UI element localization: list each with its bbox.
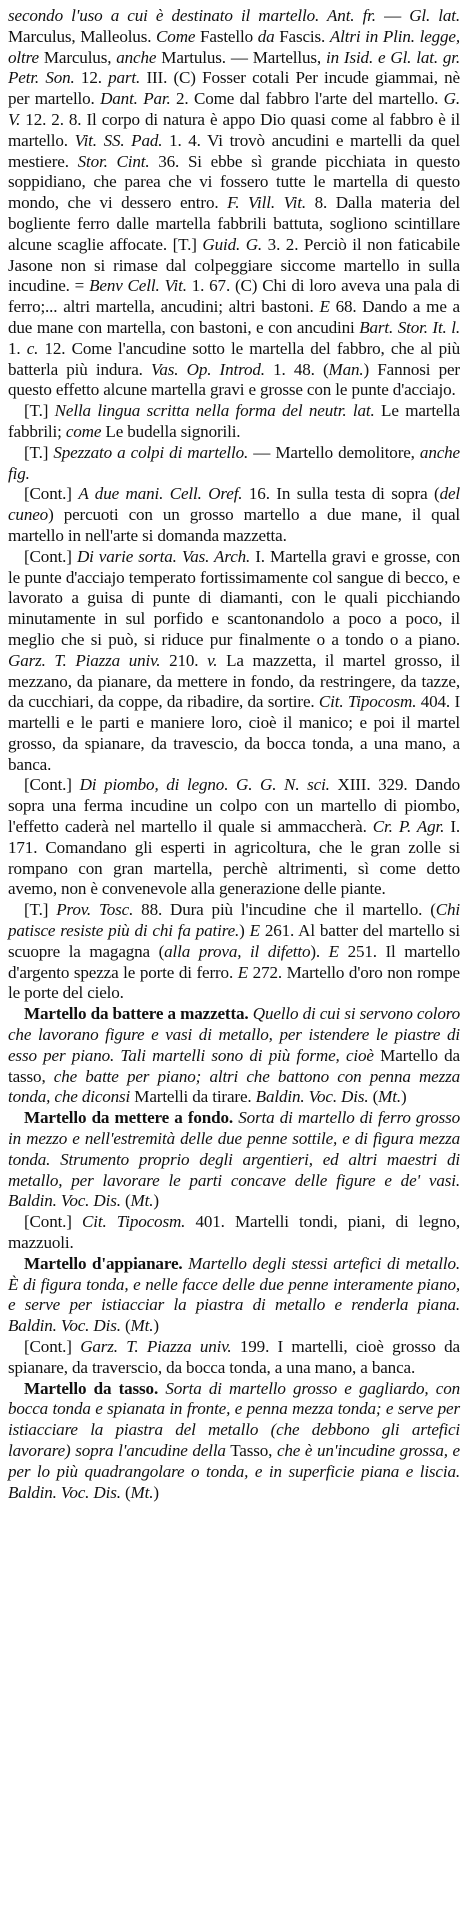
text-run: ( — [368, 1087, 379, 1107]
text-run: ) — [239, 921, 250, 941]
italic-text: Quello di cui si servono coloro che lavorano figure e vasi di metallo, per istendere le piastre di esso per piano. Tali martelli sono di più forme, cioè — [8, 1004, 461, 1065]
italic-text: anche fig. — [8, 442, 460, 483]
text-run: 3. 2. Perciò il non faticabile Jasone non si rimase dal colpeggiare siccome martello in sulla incudine. = — [8, 234, 460, 296]
text-run: 12. — [74, 68, 109, 88]
italic-text: Guid. G. — [202, 234, 263, 254]
italic-text: Di varie sorta. Vas. Arch. — [76, 546, 251, 566]
entry-paragraph — [8, 1004, 460, 1108]
text-run: [Cont.] — [24, 484, 79, 504]
entry-paragraph — [8, 401, 460, 443]
text-run: La mazzetta, il martel grosso, il mezzano, da pianare, da mettere in fondo, da restringere, da tazze, da cucchiari, da coppe, da ribadire, da sortire. — [8, 650, 460, 712]
text-run: Le budella signorili. — [101, 421, 241, 441]
italic-text: Mt. — [130, 1191, 154, 1211]
text-run: 36. Si ebbe sì grande picchiata in questo soppidiano, che parea che vi fossero tutte le martella di questo mondo, che vi dessero entro. — [8, 151, 460, 213]
text-run: 272. Martello d'oro non rompe le porte del cielo. — [8, 962, 460, 1003]
italic-text: alla prova, il difetto — [164, 941, 311, 961]
entry-paragraph — [8, 1108, 460, 1212]
italic-text: secondo l'uso a cui è destinato il martello. Ant. fr. — [8, 6, 376, 25]
italic-text: Benv Cell. Vit. — [89, 276, 187, 296]
text-run: Le martella fabbrili; — [8, 401, 460, 441]
italic-text: Prov. Tosc. — [56, 900, 134, 920]
italic-text: che è un'incudine grossa, e per lo più quadrangolare o tonda, e in superficie piana e liscia. Baldin. Voc. Dis. — [8, 1440, 460, 1502]
entry-paragraph — [8, 484, 460, 546]
headword: Martello da tasso. — [24, 1378, 159, 1398]
text-run: 1. 48. ( — [264, 359, 329, 379]
entry-paragraph — [8, 1254, 460, 1337]
text-run: 1. 67. (C) Chi di loro aveva una pala di ferro;... altri martella, ancudini; altri bastoni. — [8, 276, 461, 317]
italic-text: E — [319, 297, 330, 317]
text-run: 68. Dando a me a due mane con martella, con bastoni, e con ancudini — [8, 297, 460, 337]
text-run: 210. — [160, 650, 208, 670]
italic-text: in Isid. e Gl. lat. gr. Petr. Son. — [8, 47, 461, 88]
text-run: ) percuoti con un grosso martello a due mane, il qual martello in nell'arte si domanda mazzetta. — [8, 505, 460, 545]
italic-text: E — [249, 921, 260, 941]
text-run: I. 171. Comandano gli esperti in agricoltura, che le gran zolle si rompano con gran martella, perchè altrimenti, sì come detto avemo, non è convenevole alla generazione delle piante. — [8, 817, 460, 899]
italic-text: A due mani. Cell. Oref. — [78, 484, 243, 504]
text-run: — — [375, 6, 410, 25]
italic-text: Mt. — [378, 1087, 401, 1107]
italic-text: Come — [156, 26, 196, 46]
italic-text: Cr. P. Agr. — [372, 817, 445, 837]
italic-text: Altri in Plin. legge, oltre — [8, 26, 460, 67]
italic-text: Di piombo, di legno. G. G. N. sci. — [79, 775, 330, 795]
text-run: 16. In sulla testa di sopra ( — [242, 484, 440, 504]
text-run: 12. 2. 8. Il corpo di natura è appo Dio quasi come al fabbro è il martello. — [8, 109, 460, 150]
italic-text: E — [237, 962, 249, 982]
text-run: 8. Dalla materia del bogliente ferro dalle martella fabbrili battuta, sogliono scintillare alcune scaglie affocate. [T.] — [8, 193, 461, 254]
text-run: 1. — [8, 338, 27, 358]
text-run: [Cont.] — [24, 546, 77, 566]
entry-paragraph — [8, 1212, 460, 1254]
italic-text: Man. — [328, 359, 364, 379]
text-run: I. Martella gravi e grosse, con le punte d'acciajo temperato fortissimamente col sangue di becco, e lavorato a guisa di punte di diamanti, con le quali picchiando minutamente in sul porfido e scantonandolo a poco a poco, il meglio che si può, si riduce pur finalmente o a tondo o a piano. — [8, 546, 460, 649]
italic-text: Sorta di martello grosso e gagliardo, con bocca tonda e spianata in fronte, e penna mezza tonda; e serve per istiacciare la piastra del metallo (che debbono gli artefici lavorare) sopra l'ancudine della — [8, 1378, 461, 1460]
italic-text: da — [257, 26, 275, 46]
italic-text: che batte per piano; altri che battono con penna mezza tonda, che diconsi — [8, 1066, 460, 1107]
text-run: Marculus, Malleolus. — [8, 26, 157, 46]
text-run: ) — [153, 1482, 159, 1502]
italic-text: del cuneo — [8, 484, 460, 525]
text-run: Tasso, — [225, 1440, 277, 1460]
italic-text: Stor. Cint. — [77, 151, 150, 171]
italic-text: Sorta di martello di ferro grosso in mezzo e nell'estremità delle due penne sottile, e di figura mezza tonda. Strumento proprio degli argentieri, ed altri maestri di metallo, per lavorare le parti concave delle figure e de' vasi. Baldin. Voc. Dis. — [8, 1108, 461, 1211]
headword: Martello da battere a mazzetta. — [24, 1004, 249, 1024]
italic-text: c. — [26, 338, 39, 358]
dictionary-column — [8, 6, 460, 1503]
text-run: [T.] — [24, 442, 54, 462]
text-run: 2. Come dal fabbro l'arte del martello. — [170, 89, 444, 109]
italic-text: Cit. Tipocosm. — [82, 1212, 186, 1232]
italic-text: Vas. Op. Introd. — [150, 359, 265, 379]
italic-text: E — [328, 941, 339, 961]
text-run: [T.] — [24, 900, 57, 920]
italic-text: Spezzato a colpi di martello. — [53, 442, 249, 462]
text-run: 199. I martelli, cioè grosso da spianare, da traverscio, da bocca tonda, a una mano, a banca. — [8, 1337, 460, 1377]
entry-paragraph — [8, 1337, 460, 1379]
italic-text: F. Vill. Vit. — [227, 193, 306, 213]
italic-text: Chi patisce resiste più di chi fa patire. — [8, 900, 461, 941]
text-run: 401. Martelli tondi, piani, di legno, mazzuoli. — [8, 1212, 460, 1253]
text-run: Martulus. — Martellus, — [156, 47, 326, 67]
italic-text: Mt. — [130, 1482, 154, 1502]
italic-text: Martello degli stessi artefici di metallo. È di figura tonda, e nelle facce delle due penne interamente piano, e serve per istiacciar la piastra di metallo e renderla piana. Baldin. Voc. Dis. — [8, 1253, 461, 1336]
headword: Martello d'appianare. — [24, 1253, 183, 1273]
text-run: ( — [120, 1191, 131, 1211]
italic-text: come — [65, 421, 102, 441]
italic-text: anche — [116, 47, 157, 67]
italic-text: Cit. Tipocosm. — [318, 692, 417, 712]
entry-paragraph — [8, 1379, 460, 1504]
text-run: [Cont.] — [24, 1337, 81, 1356]
text-run: 12. Come l'ancudine sotto le martella del fabbro, che al più batterla più indura. — [8, 338, 460, 379]
italic-text: G. V. — [8, 89, 460, 129]
italic-text: Gl. lat. — [409, 6, 461, 25]
text-run: 261. Al batter del martello si scuopre la magagna ( — [8, 921, 460, 961]
text-run: ) — [153, 1191, 159, 1211]
text-run: — Martello demolitore, — [248, 442, 420, 462]
italic-text: Garz. T. Piazza univ. — [8, 650, 161, 670]
entry-paragraph — [8, 443, 460, 485]
text-run: 88. Dura più l'incudine che il martello. ( — [133, 900, 436, 920]
text-run: ( — [120, 1316, 131, 1336]
text-run: ( — [120, 1482, 131, 1502]
text-run: [Cont.] — [24, 775, 80, 795]
entry-paragraph — [8, 775, 460, 900]
text-run: Marculus, — [38, 47, 117, 67]
italic-text: Vit. SS. Pad. — [74, 130, 163, 150]
continuation-paragraph — [8, 6, 460, 401]
entry-paragraph — [8, 547, 460, 776]
text-run: 404. I martelli e le parti e maniere loro, cioè il manico; e poi il martel grosso, da spianare, da travescio, da bocca tonda, a una mano, a banca. — [8, 692, 460, 774]
italic-text: Dant. Par. — [100, 89, 171, 109]
text-run: ) — [153, 1316, 159, 1336]
italic-text: Baldin. Voc. Dis. — [255, 1087, 369, 1107]
italic-text: Mt. — [130, 1316, 154, 1336]
italic-text: Garz. T. Piazza univ. — [80, 1337, 232, 1356]
text-run: ) — [400, 1087, 407, 1107]
italic-text: Nella lingua scritta nella forma del neutr. lat. — [54, 401, 375, 421]
text-run: Martello da tasso, — [8, 1045, 460, 1086]
headword: Martello da mettere a fondo. — [24, 1108, 234, 1128]
text-run: XIII. 329. Dando sopra una ferma incudine un colpo con un martello di piombo, l'effetto caderà nel martello il quale si ammaccherà. — [8, 775, 461, 837]
text-run: 1. 4. Vi trovò ancudini e martelli da quel mestiere. — [8, 130, 460, 171]
text-run: [Cont.] — [24, 1212, 83, 1232]
text-run: 251. Il martello d'argento spezza le porte di ferro. — [8, 941, 460, 982]
text-run: ). — [310, 941, 329, 961]
text-run: III. (C) Fosser cotali Per incude giammai, nè per martello. — [8, 68, 460, 109]
entry-paragraph — [8, 900, 460, 1004]
text-run: Martelli da tirare. — [130, 1087, 256, 1107]
italic-text: Bart. Stor. It. l. — [359, 317, 460, 337]
text-run: ) Fannosi per questo effetto alcune martella gravi e grosse con le punte d'acciajo. — [8, 359, 460, 400]
italic-text: v. — [207, 650, 218, 670]
text-run: [T.] — [24, 401, 55, 421]
text-run: Fastello — [195, 26, 258, 46]
text-run: Fascis. — [274, 26, 330, 46]
italic-text: part. — [108, 68, 141, 88]
